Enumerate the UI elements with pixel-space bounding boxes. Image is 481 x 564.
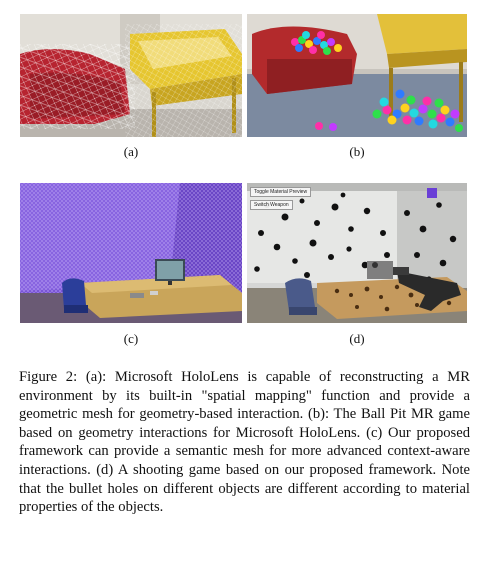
figure-panel-c (20, 183, 242, 323)
panel-label-d: (d) (349, 331, 365, 346)
switch-weapon-button[interactable]: Switch Weapon (250, 200, 293, 210)
toggle-material-preview-button[interactable]: Toggle Material Preview (250, 187, 311, 197)
panel-label-c: (c) (123, 331, 139, 346)
figure-panel-b (247, 14, 467, 137)
figure-panel-d (247, 183, 467, 323)
panel-label-b: (b) (349, 144, 365, 159)
panel-label-a: (a) (123, 144, 139, 159)
figure-caption: Figure 2: (a): Microsoft HoloLens is capable of reconstructing a MR environment by its built-in "spatial mapping" function and provide a geometric mesh for geometry-based interaction. (b): The Ball Pit MR game based on geometry interactions for Microsoft HoloLens. (c) Our proposed framework can provide a semantic mesh for more advanced context-aware interactions. (d) A shooting game based on our proposed framework. Note that the bullet holes on different objects are different according to material properties of the objects. (19, 369, 470, 516)
figure-panel-a (20, 14, 242, 137)
